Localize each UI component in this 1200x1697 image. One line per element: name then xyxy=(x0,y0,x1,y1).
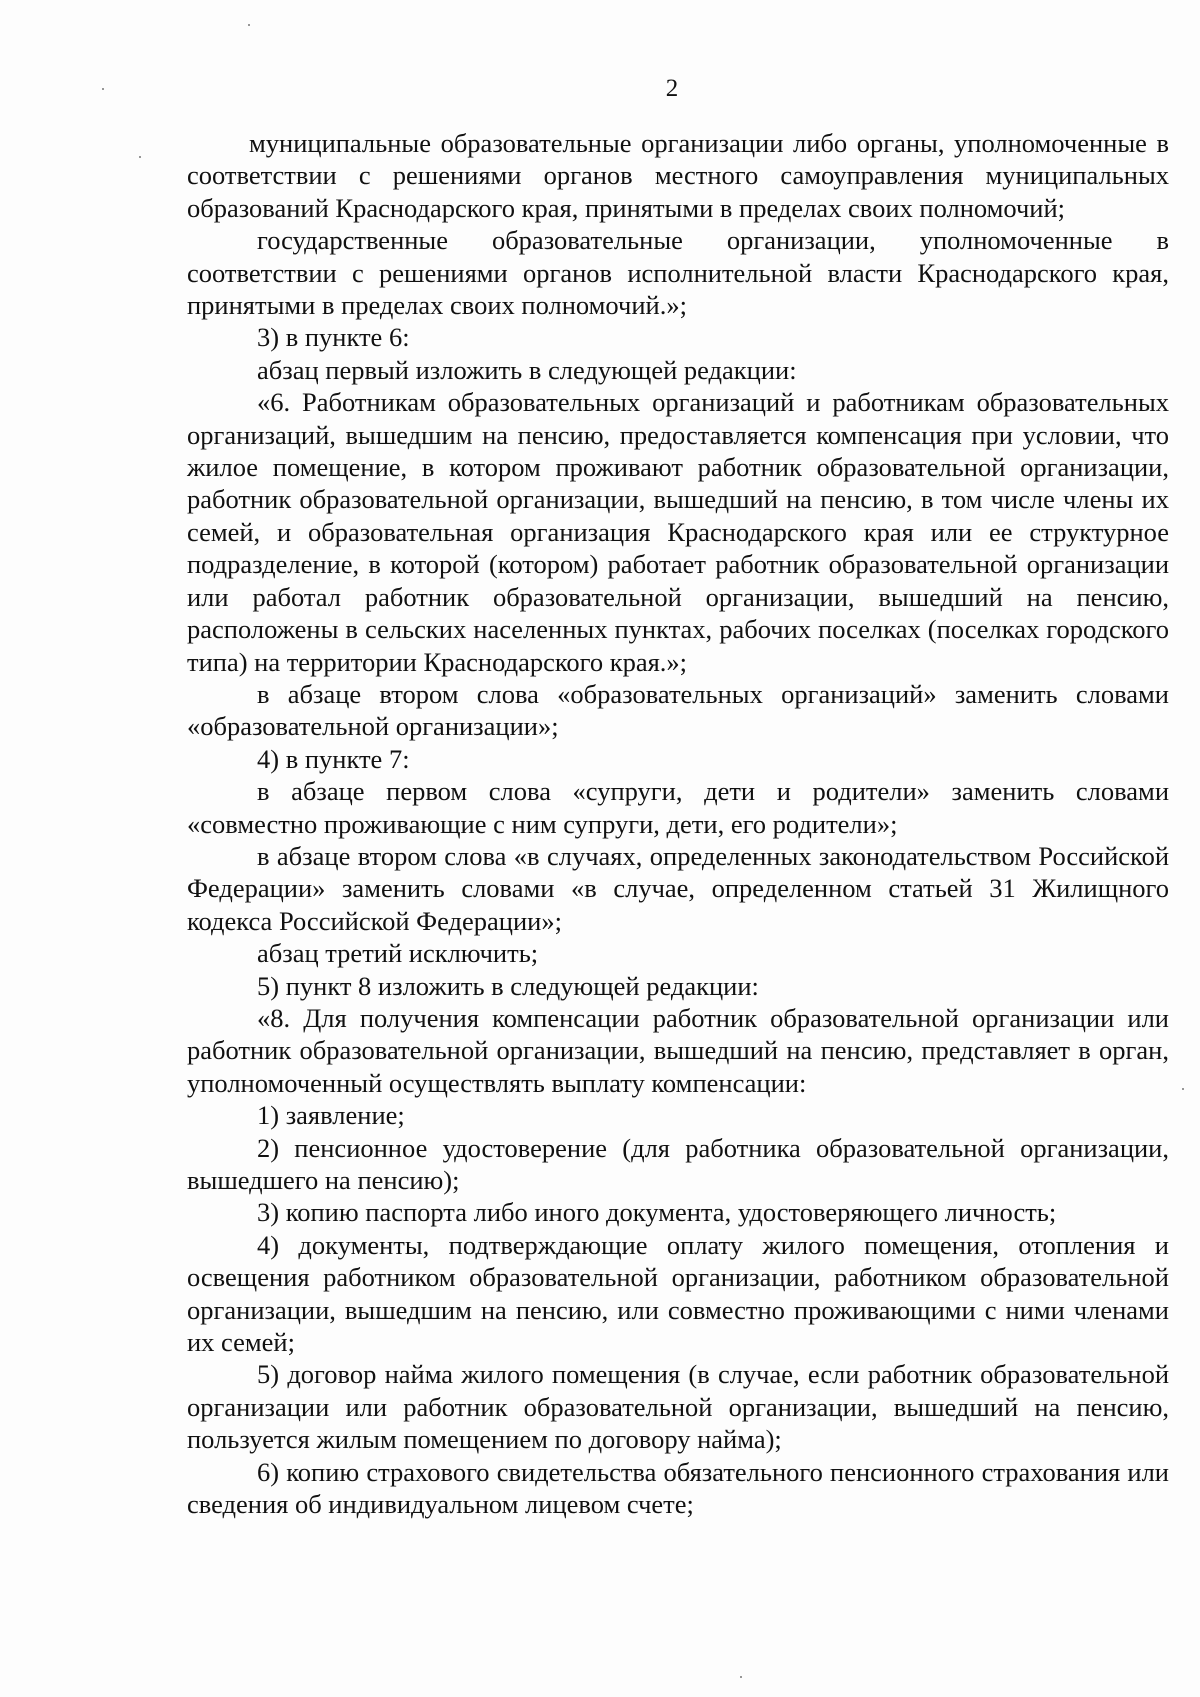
scan-speck xyxy=(740,1676,742,1678)
list-item-insurance-certificate: 6) копию страхового свидетельства обязательного пенсионного страхования или сведения об индивидуальном лицевом счете; xyxy=(187,1456,1169,1520)
paragraph-item-5: 5) пункт 8 изложить в следующей редакции: xyxy=(257,970,759,1001)
paragraph-item-3: 3) в пункте 6: xyxy=(257,322,410,353)
list-item-passport-copy: 3) копию паспорта либо иного документа, удостоверяющего личность; xyxy=(257,1197,1057,1228)
paragraph-third-abzac-exclude: абзац третий исключить; xyxy=(257,938,539,969)
list-item-payment-documents: 4) документы, подтверждающие оплату жилого помещения, отопления и освещения работником образовательной организации, работником образовательной организации, вышедшим на пенсию, или совместно проживающими с ними членами их семей; xyxy=(187,1229,1169,1358)
document-body xyxy=(187,127,1169,1520)
paragraph-point-6-text: «6. Работникам образовательных организаций и работникам образовательных организаций, вышедшим на пенсию, предоставляется компенсация при условии, что жилое помещение, в котором проживают работник образовательной организации, работник образовательной организации, вышедший на пенсию, в том числе члены их семей, и образовательная организация Краснодарского края или ее структурное подразделение, в которой (котором) работает работник образовательной организации или работал работник образовательной организации, вышедший на пенсию, расположены в сельских населенных пунктах, рабочих поселках (поселках городского типа) на территории Краснодарского края.»; xyxy=(187,387,1169,677)
scan-speck xyxy=(1182,1088,1184,1090)
paragraph-cases-replace: в абзаце втором слова «в случаях, определенных законодательством Российской Федерации» заменить словами «в случае, определенном статьей 31 Жилищного кодекса Российской Федерации»; xyxy=(187,840,1169,936)
list-item-application: 1) заявление; xyxy=(257,1100,405,1131)
paragraph-point-8-text: «8. Для получения компенсации работник образовательной организации или работник образовательной организации, вышедший на пенсию, представляет в орган, уполномоченный осуществлять выплату компенсации: xyxy=(187,1002,1169,1098)
paragraph-state-orgs: государственные образовательные организации, уполномоченные в соответствии с решениями органов исполнительной власти Краснодарского края, принятыми в пределах своих полномочий.»; xyxy=(187,225,1169,321)
paragraph-item-4: 4) в пункте 7: xyxy=(257,743,410,774)
paragraph-municipal-orgs: муниципальные образовательные организации либо органы, уполномоченные в соответствии с решениями органов местного самоуправления муниципальных образований Краснодарского края, принятыми в пределах своих полномочий; xyxy=(187,128,1169,223)
list-item-rental-contract: 5) договор найма жилого помещения (в случае, если работник образовательной организации или работник образовательной организации, вышедший на пенсию, пользуется жилым помещением по договору найма); xyxy=(187,1359,1169,1455)
scan-speck xyxy=(248,24,250,26)
paragraph-second-abzac-replace: в абзаце втором слова «образовательных организаций» заменить словами «образовательной организации»; xyxy=(187,678,1169,742)
paragraph-first-abzac: абзац первый изложить в следующей редакции: xyxy=(257,354,797,385)
scan-speck xyxy=(139,156,141,158)
paragraph-spouses-replace: в абзаце первом слова «супруги, дети и родители» заменить словами «совместно проживающие с ним супруги, дети, его родители»; xyxy=(187,776,1169,839)
page-number: 2 xyxy=(665,75,679,102)
list-item-pension-certificate: 2) пенсионное удостоверение (для работника образовательной организации, вышедшего на пенсию); xyxy=(187,1132,1169,1195)
